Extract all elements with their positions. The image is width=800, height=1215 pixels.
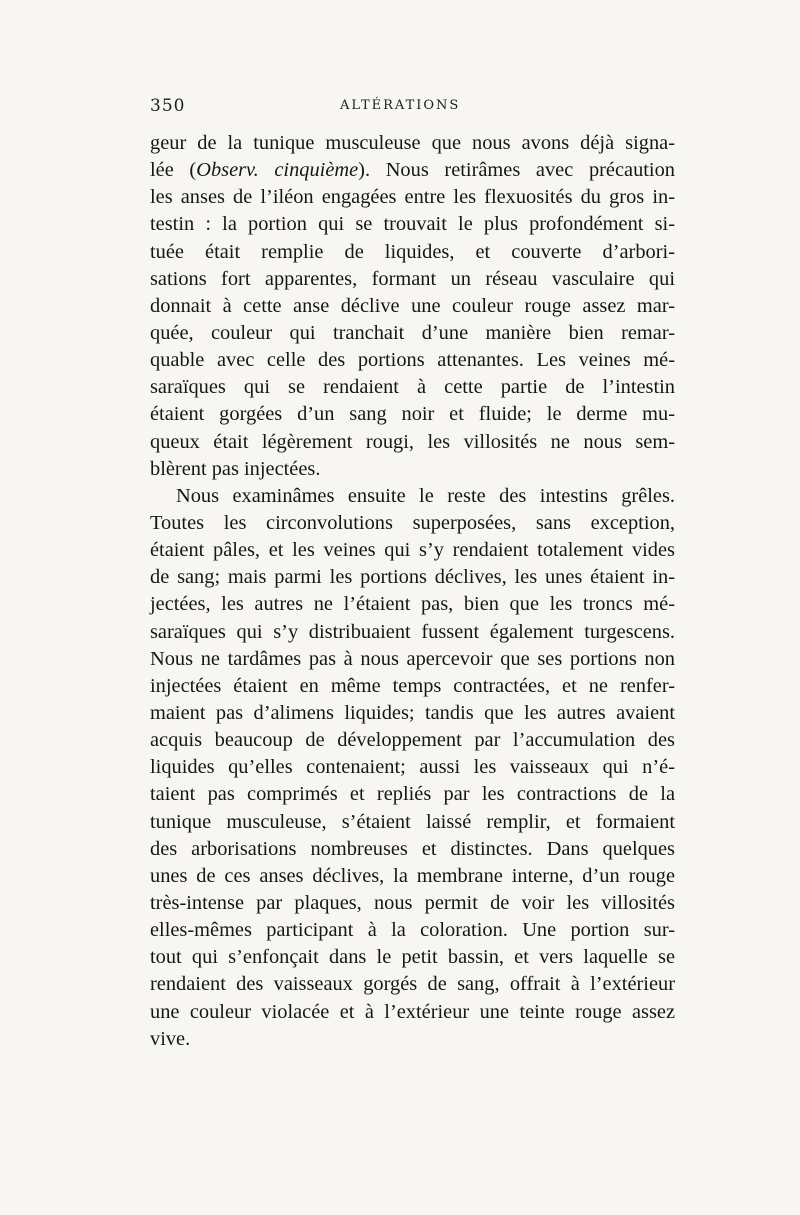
text-line [150,836,675,863]
text-segment: Nous ne tardâmes pas à nous apercevoir que ses portions non [150,647,675,670]
text-segment: Nous examinâmes ensuite le reste des intestins grêles. [176,484,675,507]
text-segment: sations fort apparentes, formant un réseau vasculaire qui [150,267,675,290]
text-line [150,754,675,781]
text-segment: quable avec celle des portions attenantes. Les veines mé- [150,349,675,372]
running-head [150,96,670,120]
text-line [150,293,675,320]
paragraph [150,483,675,1053]
text-line [150,971,675,998]
text-segment: tunique musculeuse, s’étaient laissé remplir, et formaient [150,810,675,833]
running-title: ALTÉRATIONS [340,98,461,113]
text-line [150,157,675,184]
text-line [150,673,675,700]
text-line [150,863,675,890]
text-segment: jectées, les autres ne l’étaient pas, bien que les troncs mé- [150,593,675,616]
text-segment: tout qui s’enfonçait dans le petit bassin, et vers laquelle se [150,946,675,969]
text-segment: quée, couleur qui tranchait d’une manière bien remar- [150,321,675,344]
text-segment: étaient pâles, et les veines qui s’y rendaient totalement vides [150,539,675,562]
text-line [150,781,675,808]
text-segment: étaient gorgées d’un sang noir et fluide; le derme mu- [150,403,675,426]
text-line [150,944,675,971]
text-line [150,510,675,537]
text-segment: Toutes les circonvolutions superposées, sans exception, [150,511,675,534]
text-segment: maient pas d’alimens liquides; tandis que les autres avaient [150,701,675,724]
text-line [150,374,675,401]
text-line [150,809,675,836]
text-segment: acquis beaucoup de développement par l’accumulation des [150,729,675,752]
text-segment: les anses de l’iléon engagées entre les flexuosités du gros in- [150,186,675,209]
text-line [150,266,675,293]
text-segment: ). Nous retirâmes avec précaution [358,159,675,182]
text-segment: elles-mêmes participant à la coloration. Une portion sur- [150,919,675,942]
text-line [150,320,675,347]
paragraph [150,130,675,483]
text-line [150,456,675,483]
text-segment: blèrent pas injectées. [150,457,321,480]
text-segment: de sang; mais parmi les portions déclives, les unes étaient in- [150,566,675,589]
text-segment: geur de la tunique musculeuse que nous avons déjà signa- [150,132,675,154]
text-segment: vive. [150,1027,191,1050]
text-line [150,1026,675,1053]
page-number: 350 [150,96,186,116]
text-line [150,537,675,564]
text-line [150,890,675,917]
text-line [150,347,675,374]
text-segment: taient pas comprimés et repliés par les contractions de la [150,783,675,806]
text-line [150,564,675,591]
text-segment: liquides qu’elles contenaient; aussi les vaisseaux qui n’é- [150,756,675,779]
text-line [150,184,675,211]
text-segment: queux était légèrement rougi, les villosités ne nous sem- [150,430,675,453]
text-line [150,483,675,510]
text-segment: lée ( [150,159,197,182]
text-line [150,700,675,727]
text-line [150,401,675,428]
text-segment: saraïques qui s’y distribuaient fussent également turgescens. [150,620,675,643]
text-segment: unes de ces anses déclives, la membrane interne, d’un rouge [150,864,675,887]
text-line [150,999,675,1026]
text-segment: une couleur violacée et à l’extérieur une teinte rouge assez [150,1000,675,1023]
text-segment: tuée était remplie de liquides, et couverte d’arbori- [150,240,675,263]
text-line [150,727,675,754]
text-segment: rendaient des vaisseaux gorgés de sang, offrait à l’extérieur [150,973,675,996]
text-line [150,429,675,456]
text-line [150,619,675,646]
body-text [150,130,675,1053]
text-segment: injectées étaient en même temps contractées, et ne renfer- [150,674,675,697]
text-line [150,211,675,238]
text-line [150,239,675,266]
text-line [150,130,675,157]
text-segment: très-intense par plaques, nous permit de voir les villosités [150,891,675,914]
text-line [150,646,675,673]
text-segment: saraïques qui se rendaient à cette partie de l’intestin [150,376,675,399]
text-line [150,917,675,944]
text-line [150,591,675,618]
text-segment: des arborisations nombreuses et distinctes. Dans quelques [150,837,675,860]
text-segment: donnait à cette anse déclive une couleur rouge assez mar- [150,294,675,317]
text-segment: testin : la portion qui se trouvait le plus profondément si- [150,213,675,236]
italic-reference: Observ. cinquième [196,159,359,182]
